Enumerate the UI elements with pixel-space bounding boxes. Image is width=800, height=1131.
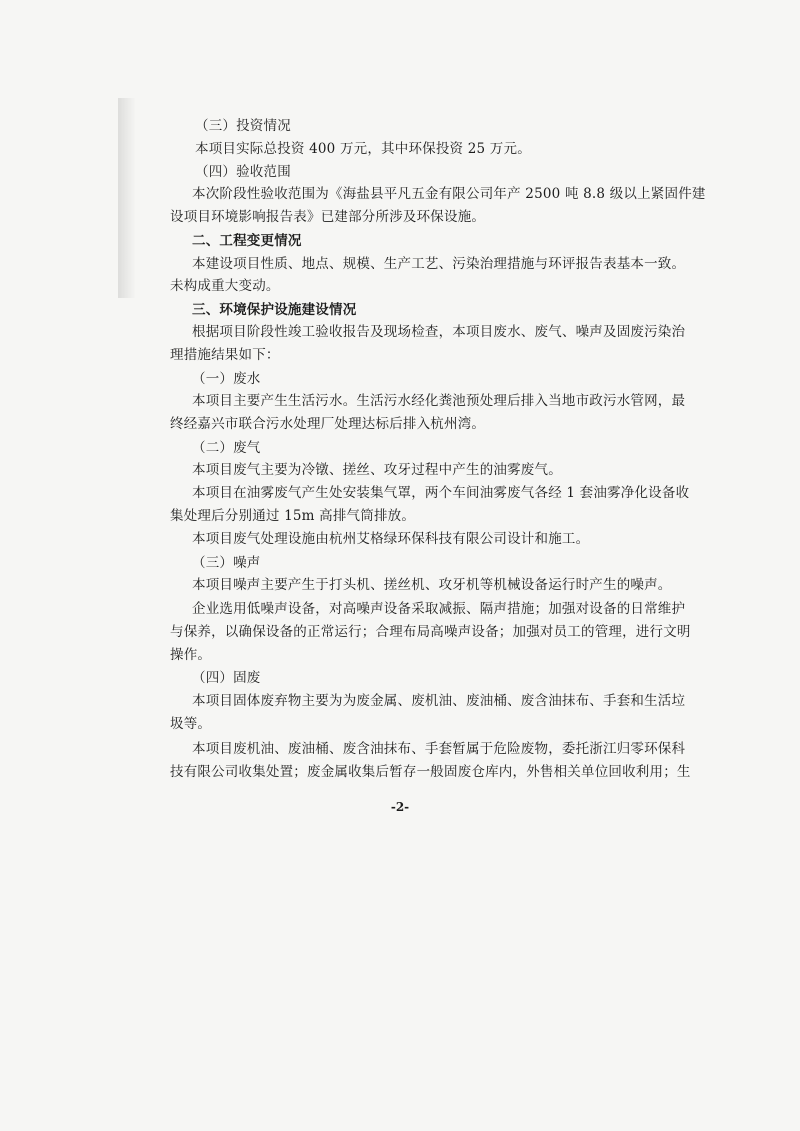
paragraph-line: 设项目环境影响报告表》已建部分所涉及环保设施。 (170, 209, 486, 225)
heading-wastewater: （一）废水 (192, 371, 261, 387)
heading-investment: （三）投资情况 (195, 118, 291, 134)
paragraph-line: 本项目噪声主要产生于打头机、搓丝机、攻牙机等机械设备运行时产生的噪声。 (192, 577, 672, 593)
paragraph-line: 技有限公司收集处置；废金属收集后暂存一般固废仓库内，外售相关单位回收利用；生 (170, 764, 691, 780)
paragraph-line: 本项目废气主要为冷镦、搓丝、攻牙过程中产生的油雾废气。 (192, 462, 562, 478)
heading-noise: （三）噪声 (192, 555, 261, 571)
page-number: -2- (390, 800, 410, 814)
paragraph-line: 圾等。 (170, 716, 212, 732)
paragraph-line: 与保养，以确保设备的正常运行；合理布局高噪声设备；加强对员工的管理，进行文明 (170, 624, 691, 640)
heading-exhaust: （二）废气 (192, 440, 261, 456)
section-heading-changes: 二、工程变更情况 (192, 233, 302, 249)
heading-scope: （四）验收范围 (195, 164, 291, 180)
paragraph-line: 本项目实际总投资 400 万元，其中环保投资 25 万元。 (195, 141, 531, 157)
paragraph-line: 终经嘉兴市联合污水处理厂处理达标后排入杭州湾。 (170, 416, 486, 432)
paragraph-line: 企业选用低噪声设备，对高噪声设备采取减振、隔声措施；加强对设备的日常维护 (192, 601, 686, 617)
heading-solid-waste: （四）固废 (192, 670, 261, 686)
paragraph-line: 操作。 (170, 647, 212, 663)
paragraph-line: 理措施结果如下： (170, 347, 280, 363)
paragraph-line: 本建设项目性质、地点、规模、生产工艺、污染治理措施与环评报告表基本一致。 (192, 256, 686, 272)
paragraph-line: 本项目废气处理设施由杭州艾格绿环保科技有限公司设计和施工。 (192, 531, 590, 547)
paragraph-line: 本项目固体废弃物主要为为废金属、废机油、废油桶、废含油抹布、手套和生活垃 (192, 693, 686, 709)
paragraph-line: 未构成重大变动。 (170, 278, 280, 294)
paragraph-line: 本项目废机油、废油桶、废含油抹布、手套暂属于危险废物，委托浙江归零环保科 (192, 741, 686, 757)
section-heading-env-facilities: 三、环境保护设施建设情况 (192, 302, 357, 318)
paragraph-line: 本次阶段性验收范围为《海盐县平凡五金有限公司年产 2500 吨 8.8 级以上紧固件建 (192, 186, 706, 202)
paragraph-line: 集处理后分别通过 15m 高排气筒排放。 (170, 508, 416, 524)
paragraph-line: 本项目在油雾废气产生处安装集气罩，两个车间油雾废气各经 1 套油雾净化设备收 (192, 485, 690, 501)
paragraph-line: 本项目主要产生生活污水。生活污水经化粪池预处理后排入当地市政污水管网，最 (192, 393, 686, 409)
paragraph-line: 根据项目阶段性竣工验收报告及现场检查，本项目废水、废气、噪声及固废污染治 (192, 324, 686, 340)
